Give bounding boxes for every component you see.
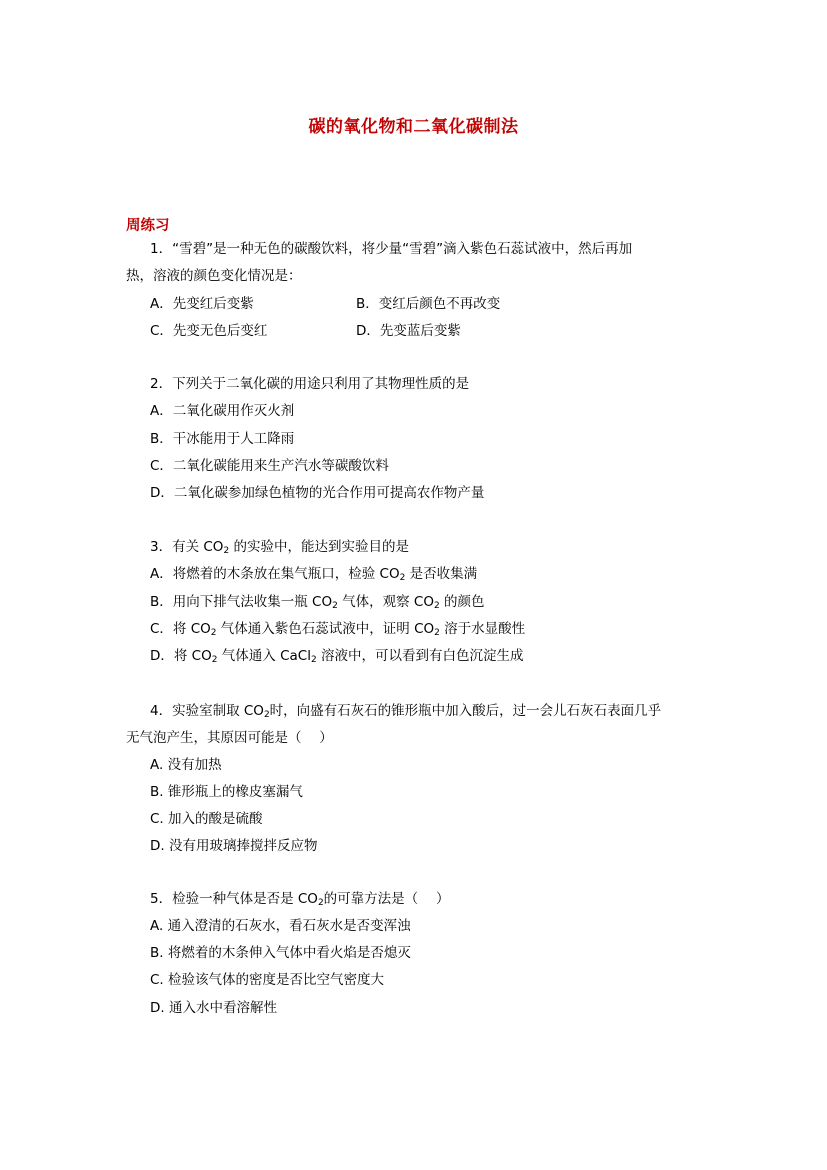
q3-option-a: A．将燃着的木条放在集气瓶口，检验 $CO_2$ 是否收集满: [150, 566, 478, 583]
q4-option-a: A. 没有加热: [150, 757, 222, 773]
q3-option-d: D．将 $CO_2$ 气体通入 CaCl$_2$ 溶液中，可以看到有白色沉淀生成: [150, 648, 524, 665]
q2-option-a: A．二氧化碳用作灭火剂: [150, 403, 295, 419]
q1-option-b: B．变红后颜色不再改变: [356, 296, 501, 312]
q5-option-c: C. 检验该气体的密度是否比空气密度大: [150, 972, 385, 988]
section-heading: 周练习: [126, 218, 170, 234]
page-title: 碳的氧化物和二氧化碳制法: [308, 117, 519, 137]
q1-stem-line1: 1．“雪碧”是一种无色的碳酸饮料，将少量“雪碧”滴入紫色石蕊试液中，然后再加: [150, 241, 633, 257]
q1-option-a: A．先变红后变紫: [150, 296, 254, 312]
q4-option-c: C. 加入的酸是硫酸: [150, 811, 263, 827]
q5-stem: 5．检验一种气体是否是 $CO_2$的可靠方法是（ ）: [150, 891, 450, 908]
q3-stem: 3．有关 $CO_2$ 的实验中，能达到实验目的是: [150, 539, 409, 556]
q1-option-d: D．先变蓝后变紫: [356, 323, 461, 339]
q5-option-d: D. 通入水中看溶解性: [150, 1000, 277, 1016]
q4-stem-line1: 4．实验室制取 $CO_2$时，向盛有石灰石的锥形瓶中加入酸后，过一会儿石灰石表面几乎: [150, 703, 662, 720]
q4-stem-line2: 无气泡产生，其原因可能是（ ）: [126, 730, 333, 746]
q3-option-b: B．用向下排气法收集一瓶 $CO_2$ 气体，观察 $CO_2$ 的颜色: [150, 594, 485, 611]
q2-option-c: C．二氧化碳能用来生产汽水等碳酸饮料: [150, 458, 389, 474]
q5-option-b: B. 将燃着的木条伸入气体中看火焰是否熄灭: [150, 945, 411, 961]
q1-option-c: C．先变无色后变红: [150, 323, 268, 339]
q2-option-d: D．二氧化碳参加绿色植物的光合作用可提高农作物产量: [150, 485, 485, 501]
q5-option-a: A. 通入澄清的石灰水，看石灰水是否变浑浊: [150, 918, 411, 934]
q4-option-d: D. 没有用玻璃捧搅拌反应物: [150, 838, 318, 854]
q1-stem-line2: 热，溶液的颜色变化情况是：: [126, 268, 302, 284]
q2-option-b: B．干冰能用于人工降雨: [150, 431, 295, 447]
q4-option-b: B. 锥形瓶上的橡皮塞漏气: [150, 784, 303, 800]
q3-option-c: C．将 $CO_2$ 气体通入紫色石蕊试液中，证明 $CO_2$ 溶于水显酸性: [150, 621, 526, 638]
q2-stem: 2．下列关于二氧化碳的用途只利用了其物理性质的是: [150, 376, 470, 392]
